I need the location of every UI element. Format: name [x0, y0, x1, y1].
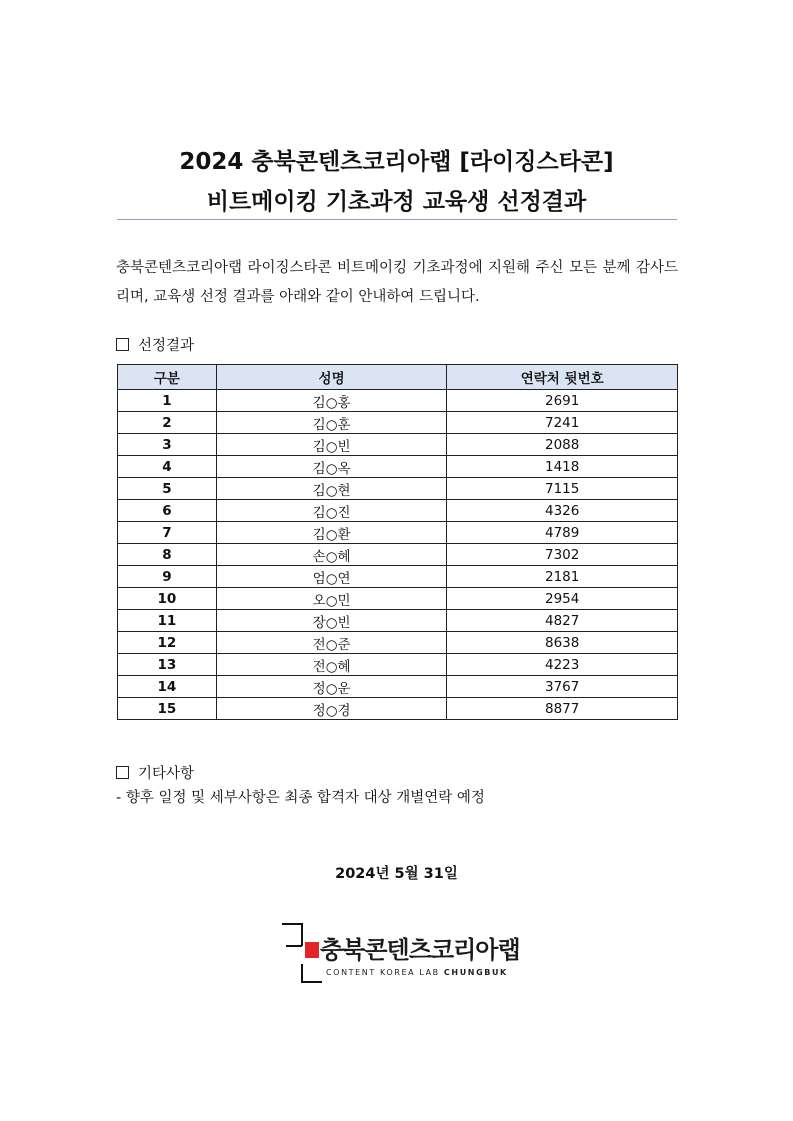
row-number: 4 [118, 456, 217, 478]
row-phone-suffix: 8877 [447, 698, 678, 720]
row-phone-suffix: 4326 [447, 500, 678, 522]
table-header-row [118, 365, 678, 390]
row-phone-suffix: 4789 [447, 522, 678, 544]
row-name: 오○민 [216, 588, 447, 610]
row-phone-suffix: 4827 [447, 610, 678, 632]
row-name: 정○운 [216, 676, 447, 698]
row-number: 8 [118, 544, 217, 566]
table-row [118, 390, 678, 412]
row-phone-suffix: 2088 [447, 434, 678, 456]
table-row [118, 610, 678, 632]
row-number: 1 [118, 390, 217, 412]
header-name: 성명 [216, 365, 447, 390]
table-row [118, 478, 678, 500]
section-other-label: 기타사항 [138, 766, 195, 782]
logo-subtitle: CONTENT KOREA LAB CHUNGBUK [326, 968, 508, 977]
header-phone-suffix: 연락처 뒷번호 [447, 365, 678, 390]
table-row [118, 500, 678, 522]
row-name: 김○현 [216, 478, 447, 500]
checkbox-square-icon [116, 338, 129, 351]
document-date: 2024년 5월 31일 [335, 866, 458, 882]
row-number: 14 [118, 676, 217, 698]
intro-paragraph: 충북콘텐츠코리아랩 라이징스타콘 비트메이킹 기초과정에 지원해 주신 모든 분께 감사드리며, 교육생 선정 결과를 아래와 같이 안내하여 드립니다. [116, 260, 678, 305]
title-divider [117, 219, 677, 220]
row-name: 김○옥 [216, 456, 447, 478]
row-phone-suffix: 2954 [447, 588, 678, 610]
note-text: - 향후 일정 및 세부사항은 최종 합격자 대상 개별연락 예정 [116, 790, 485, 806]
document-title-line-1: 2024 충북콘텐츠코리아랩 [라이징스타콘] [179, 149, 614, 175]
row-name: 김○훈 [216, 412, 447, 434]
row-number: 10 [118, 588, 217, 610]
row-number: 6 [118, 500, 217, 522]
table-row [118, 654, 678, 676]
row-phone-suffix: 8638 [447, 632, 678, 654]
row-name: 엄○연 [216, 566, 447, 588]
row-phone-suffix: 1418 [447, 456, 678, 478]
table-row [118, 412, 678, 434]
row-number: 15 [118, 698, 217, 720]
results-table [117, 364, 678, 720]
table-row [118, 566, 678, 588]
row-name: 장○빈 [216, 610, 447, 632]
table-row [118, 588, 678, 610]
row-name: 김○홍 [216, 390, 447, 412]
row-number: 9 [118, 566, 217, 588]
section-results-heading [116, 334, 194, 355]
document-title-line-2: 비트메이킹 기초과정 교육생 선정결과 [206, 189, 587, 215]
row-number: 12 [118, 632, 217, 654]
table-row [118, 544, 678, 566]
checkbox-square-icon [116, 766, 129, 779]
header-number: 구분 [118, 365, 217, 390]
table-row [118, 676, 678, 698]
table-row [118, 522, 678, 544]
row-phone-suffix: 7115 [447, 478, 678, 500]
organization-logo [280, 920, 530, 990]
row-name: 김○빈 [216, 434, 447, 456]
row-number: 5 [118, 478, 217, 500]
row-number: 3 [118, 434, 217, 456]
row-name: 김○환 [216, 522, 447, 544]
row-name: 전○준 [216, 632, 447, 654]
row-phone-suffix: 7241 [447, 412, 678, 434]
table-row [118, 456, 678, 478]
table-row [118, 434, 678, 456]
row-phone-suffix: 2181 [447, 566, 678, 588]
row-number: 11 [118, 610, 217, 632]
logo-name: 충북콘텐츠코리아랩 [320, 936, 520, 964]
table-row [118, 698, 678, 720]
row-number: 2 [118, 412, 217, 434]
table-row [118, 632, 678, 654]
row-phone-suffix: 7302 [447, 544, 678, 566]
section-results-label: 선정결과 [138, 338, 195, 354]
section-other-heading [116, 762, 194, 783]
row-phone-suffix: 4223 [447, 654, 678, 676]
row-name: 김○진 [216, 500, 447, 522]
row-name: 전○혜 [216, 654, 447, 676]
row-number: 7 [118, 522, 217, 544]
row-name: 손○혜 [216, 544, 447, 566]
row-phone-suffix: 3767 [447, 676, 678, 698]
row-phone-suffix: 2691 [447, 390, 678, 412]
row-name: 정○경 [216, 698, 447, 720]
row-number: 13 [118, 654, 217, 676]
